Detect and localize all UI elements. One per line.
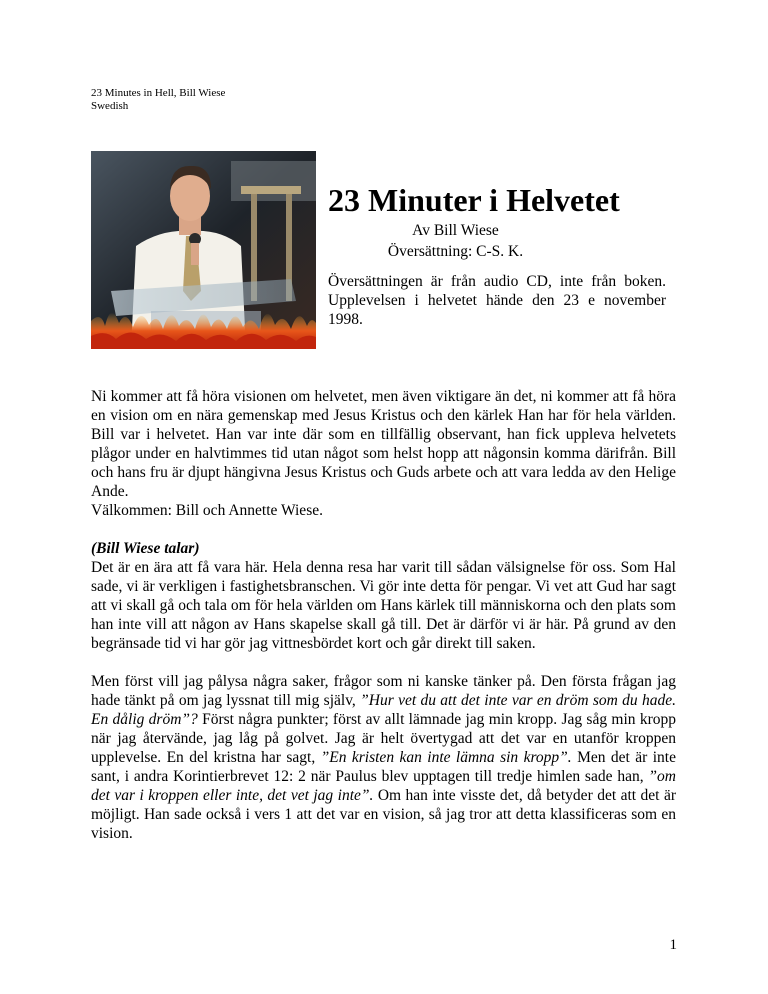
paragraph-introduction: Ni kommer att få höra visionen om helvetet, men även viktigare än det, ni kommer att få höra en vision om en nära gemenskap med Jesus Kristus och den kärlek Han har för hela världen. Bill var i helvetet. Han var inte där som en tillfällig observant, han fick uppleva helvetets plågor under en halvtimmes tid utan något som helst hopp att någonsin komma därifrån. Bill och hans fru är djupt hängivna Jesus Kristus och Guds arbete och att vara ledda av den Helige Ande. — [91, 388, 676, 500]
text-segment: Men det är inte sant, i andra Korintierbrevet 12: 2 när Paulus blev upptagen till tredje himlen sade han, — [91, 749, 676, 785]
header-title: 23 Minutes in Hell, Bill Wiese — [91, 87, 226, 99]
title-block — [328, 181, 668, 261]
document-body — [91, 387, 676, 843]
quote-paul: ”om det var i kroppen eller inte, det vet jag inte”. — [91, 768, 676, 804]
document-title: 23 Minuter i Helvetet — [328, 182, 620, 218]
header-language: Swedish — [91, 100, 129, 112]
welcome-line: Välkommen: Bill och Annette Wiese. — [91, 502, 323, 519]
quote-christian-body: ”En kristen kan inte lämna sin kropp”. — [320, 749, 572, 766]
paragraph-vision — [91, 672, 676, 843]
intro-note: Översättningen är från audio CD, inte från boken. Upplevelsen i helvetet hände den 23 e november 1998. — [328, 273, 666, 328]
quote-dream: ”Hur vet du att det inte var en dröm som du hade. En dålig dröm”? — [91, 692, 677, 728]
speaker-photo — [91, 151, 316, 349]
text-segment: Först några punkter; först av allt lämnade jag min kropp. Jag såg min kropp när jag återvände, jag låg på golvet. Jag är helt övertygad att det var en utanför kroppen upplevelse. En del kristna har sagt, — [91, 711, 676, 766]
speaker-heading: (Bill Wiese talar) — [91, 540, 200, 557]
paragraph-speech: Det är en ära att få vara här. Hela denna resa har varit till sådan välsignelse för oss. Som Hal sade, vi är verkligen i fastighetsbranschen. Vi gör inte detta för pengar. Vi vet att Gud har sagt att vi skall gå och tala om för hela världen om Hans kärlek till människorna och den plats som han inte vill att någon av Hans skapelse skall gå till. Det är därför vi är här. På grund av den begränsade tid vi har gör jag vittnesbördet kort och går direkt till saken. — [91, 559, 676, 652]
translator-line: Översättning: C-S. K. — [387, 243, 524, 260]
author-line: Av Bill Wiese — [412, 222, 499, 239]
text-segment: Men först vill jag pålysa några saker, frågor som ni kanske tänker på. Den första frågan jag hade tänkt på om jag lyssnat till mig själv, — [91, 673, 676, 709]
page-number: 1 — [669, 937, 677, 953]
speaker-at-podium-illustration — [91, 151, 316, 349]
document-header — [91, 87, 225, 113]
text-segment: Om han inte visste det, då betyder det att det är möjligt. Han sade också i vers 1 att det var en vision, så jag tror att detta klassificeras som en vision. — [91, 787, 676, 842]
